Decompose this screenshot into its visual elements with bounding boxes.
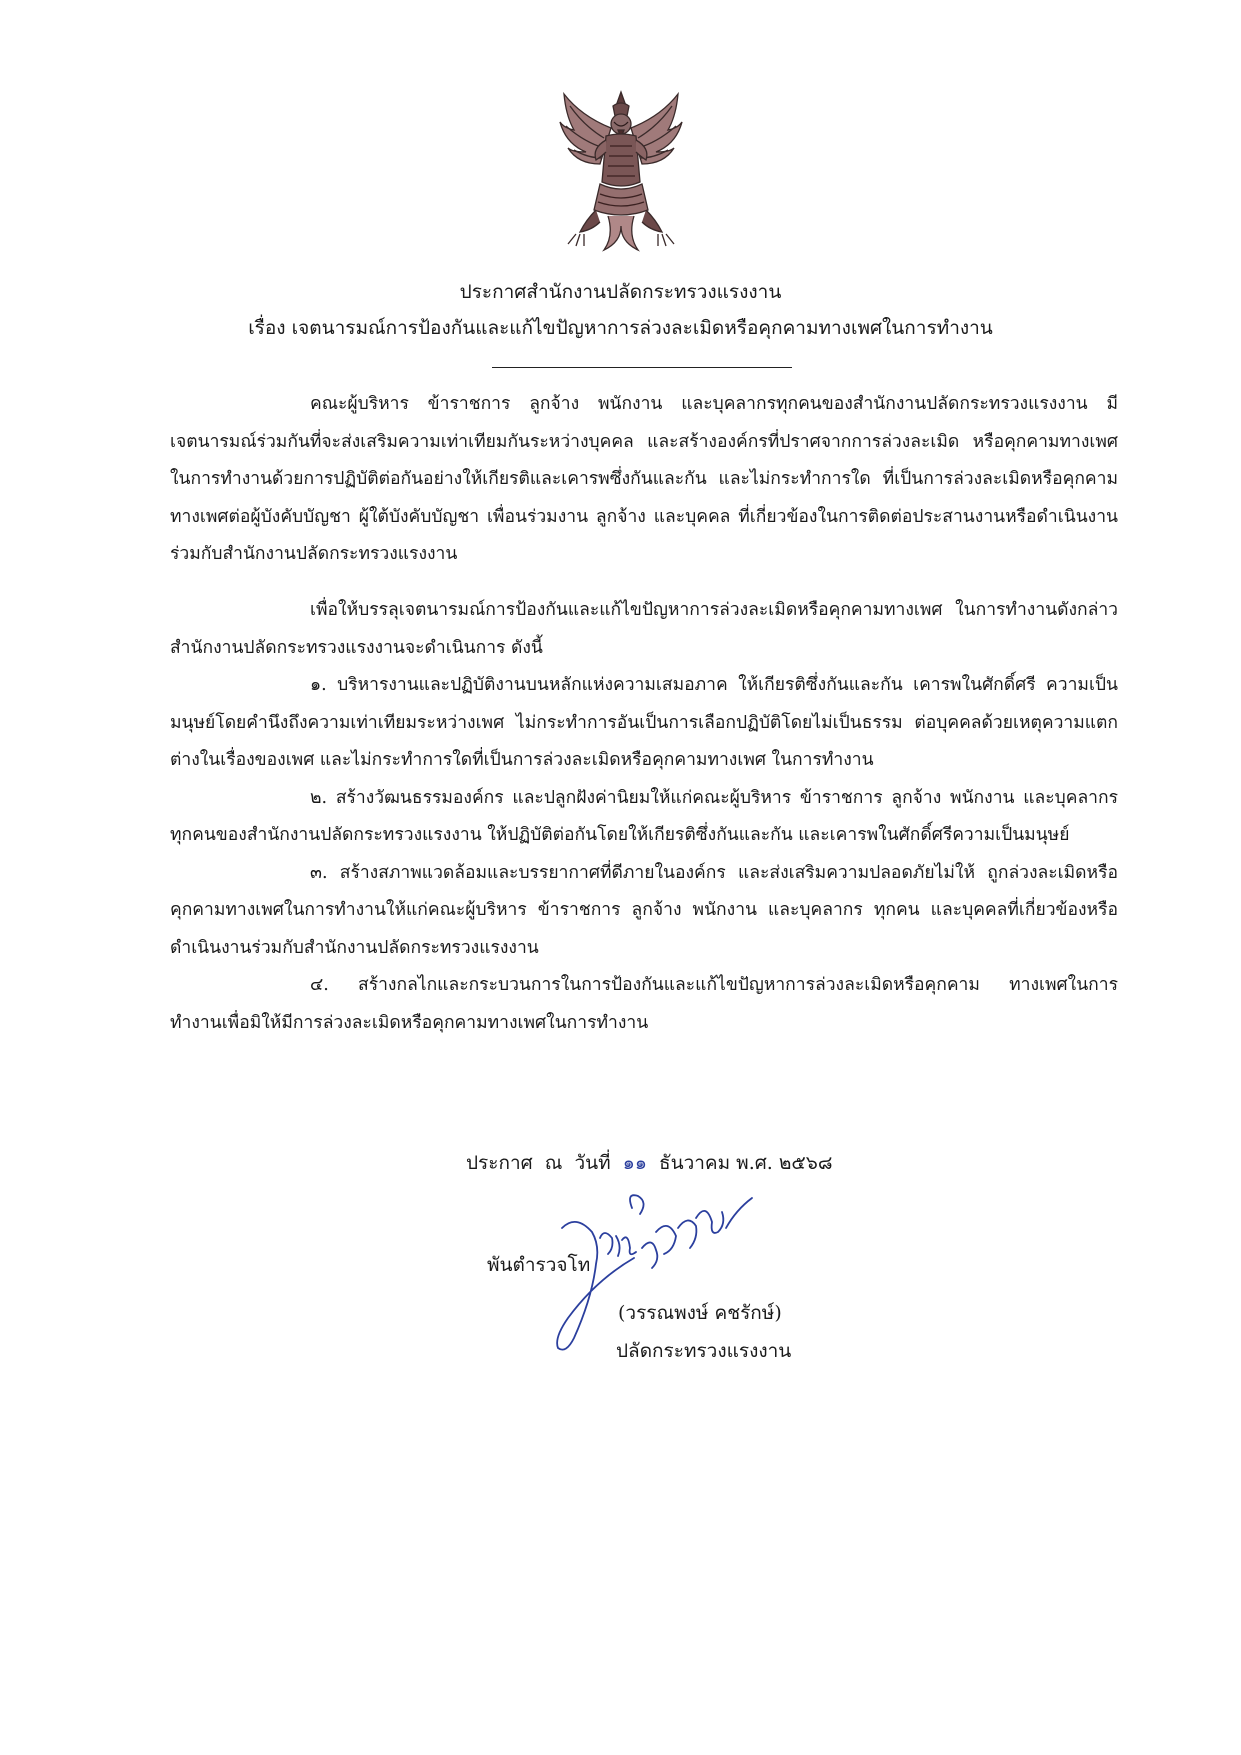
measures-section	[170, 592, 1118, 1042]
measure-item-2: ๒. สร้างวัฒนธรรมองค์กร และปลูกฝังค่านิยมให้แก่คณะผู้บริหาร ข้าราชการ ลูกจ้าง พนักงาน และบุคลากรทุกคนของสำนักงานปลัดกระทรวงแรงงาน ให้ปฏิบัติต่อกันโดยให้เกียรติซึ่งกันและกัน และเคารพในศักดิ์ศรีความเป็นมนุษย์	[170, 787, 1118, 845]
announcement-title: ประกาศสำนักงานปลัดกระทรวงแรงงาน	[459, 281, 782, 303]
date-day: ๑๑	[622, 1152, 647, 1174]
measure-item-4: ๔. สร้างกลไกและกระบวนการในการป้องกันและแก้ไขปัญหาการล่วงละเมิดหรือคุกคาม ทางเพศในการทำงานเพื่อมิให้มีการล่วงละเมิดหรือคุกคามทางเพศในการทำงาน	[170, 975, 1118, 1033]
measures-intro-paragraph: เพื่อให้บรรลุเจตนารมณ์การป้องกันและแก้ไขปัญหาการล่วงละเมิดหรือคุกคามทางเพศ ในการทำงานดังกล่าว สำนักงานปลัดกระทรวงแรงงานจะดำเนินการ ดังนี้	[170, 600, 1118, 658]
title-divider	[492, 367, 792, 368]
measure-item-1: ๑. บริหารงานและปฏิบัติงานบนหลักแห่งความเสมอภาค ให้เกียรติซึ่งกันและกัน เคารพในศักดิ์ศรี ความเป็นมนุษย์โดยคำนึงถึงความเท่าเทียมระหว่างเพศ ไม่กระทำการอันเป็นการเลือกปฏิบัติโดยไม่เป็นธรรม ต่อบุคคลด้วยเหตุความแตกต่างในเรื่องของเพศ และไม่กระทำการใดที่เป็นการล่วงละเมิดหรือคุกคามทางเพศ ในการทำงาน	[170, 675, 1118, 770]
date-prefix: ประกาศ ณ วันที่	[466, 1152, 611, 1174]
signatory-rank: พันตำรวจโท	[487, 1254, 591, 1276]
intro-paragraph: คณะผู้บริหาร ข้าราชการ ลูกจ้าง พนักงาน และบุคลากรทุกคนของสำนักงานปลัดกระทรวงแรงงาน มีเจตนารมณ์ร่วมกันที่จะส่งเสริมความเท่าเทียมกันระหว่างบุคคล และสร้างองค์กรที่ปราศจากการล่วงละเมิด หรือคุกคามทางเพศในการทำงานด้วยการปฏิบัติต่อกันอย่างให้เกียรติและเคารพซึ่งกันและกัน และไม่กระทำการใด ที่เป็นการล่วงละเมิดหรือคุกคามทางเพศต่อผู้บังคับบัญชา ผู้ใต้บังคับบัญชา เพื่อนร่วมงาน ลูกจ้าง และบุคคล ที่เกี่ยวข้องในการติดต่อประสานงานหรือดำเนินงานร่วมกับสำนักงานปลัดกระทรวงแรงงาน	[170, 394, 1118, 564]
garuda-emblem-icon	[556, 86, 686, 254]
signatory-name: (วรรณพงษ์ คชรักษ์)	[618, 1302, 782, 1324]
measure-item-3: ๓. สร้างสภาพแวดล้อมและบรรยากาศที่ดีภายในองค์กร และส่งเสริมความปลอดภัยไม่ให้ ถูกล่วงละเมิดหรือคุกคามทางเพศในการทำงานให้แก่คณะผู้บริหาร ข้าราชการ ลูกจ้าง พนักงาน และบุคลากร ทุกคน และบุคคลที่เกี่ยวข้องหรือดำเนินงานร่วมกับสำนักงานปลัดกระทรวงแรงงาน	[170, 862, 1118, 958]
announcement-subject: เรื่อง เจตนารมณ์การป้องกันและแก้ไขปัญหาการล่วงละเมิดหรือคุกคามทางเพศในการทำงาน	[248, 317, 993, 339]
announcement-date	[466, 1145, 833, 1181]
signatory-position: ปลัดกระทรวงแรงงาน	[616, 1340, 792, 1362]
date-month-year: ธันวาคม พ.ศ. ๒๕๖๘	[658, 1152, 833, 1174]
intro-section	[170, 386, 1118, 574]
